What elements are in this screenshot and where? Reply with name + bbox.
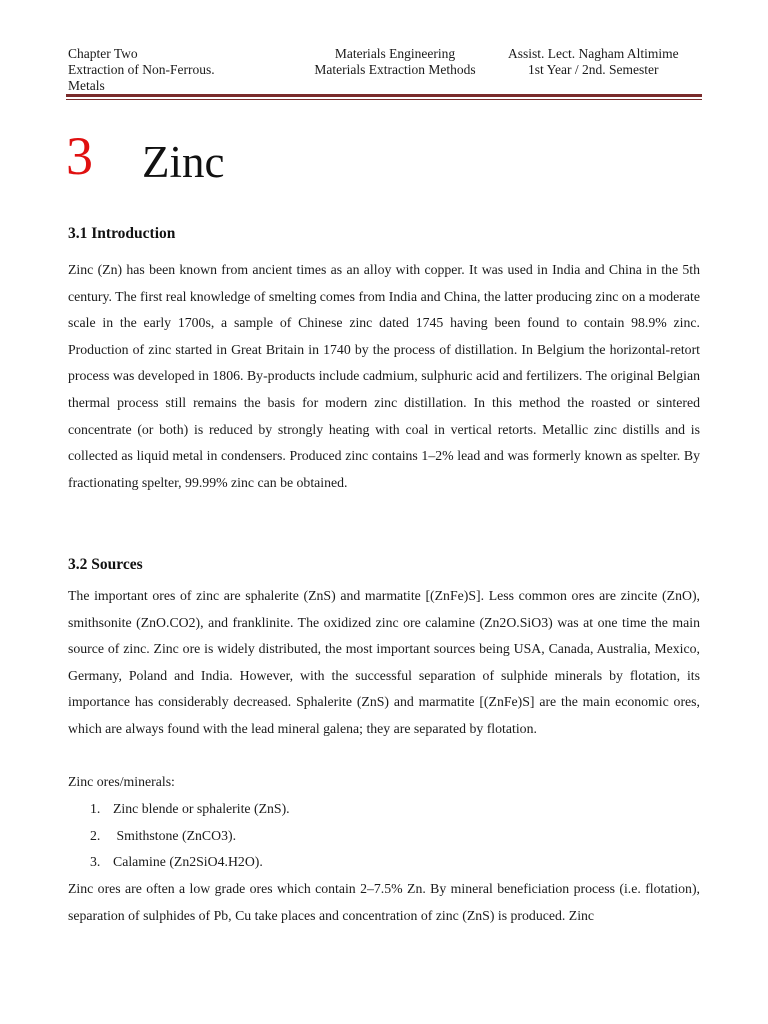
header-chapter-info: [68, 46, 215, 94]
list-item-number: 1.: [90, 801, 101, 816]
list-item-text: Smithstone (ZnCO3).: [113, 828, 237, 843]
introduction-paragraph: Zinc (Zn) has been known from ancient times as an alloy with copper. It was used in India and China in the 5th century. The first real knowledge of smelting comes from India and China, the latter producing zinc on a moderate scale in the early 1700s, a sample of Chinese zinc dated 1745 having been found to contain 98.9% zinc. Production of zinc started in Great Britain in 1740 by the process of distillation. In Belgium the horizontal-retort process was developed in 1806. By-products include cadmium, sulphuric acid and fertilizers. The original Belgian thermal process still remains the basis for modern zinc distillation. In this method the roasted or sintered concentrate (or both) is reduced by strongly heating with coal in vertical retorts. Metallic zinc distills and is collected as liquid metal in condensers. Produced zinc contains 1–2% lead and was formerly known as spelter. By fractionating spelter, 99.99% zinc can be obtained.: [68, 262, 700, 490]
header-author-info: [508, 46, 698, 78]
header-department: Materials Engineering: [334, 46, 456, 61]
chapter-number: 3: [66, 126, 93, 186]
header-author: Assist. Lect. Nagham Altimime: [508, 46, 679, 61]
section-heading-introduction: 3.1 Introduction: [68, 225, 176, 242]
section-heading-sources: 3.2 Sources: [68, 556, 143, 573]
header-rule-thin: [66, 99, 702, 100]
list-item-number: 2.: [90, 828, 101, 843]
sources-closing-paragraph: Zinc ores are often a low grade ores which contain 2–7.5% Zn. By mineral beneficiation process (i.e. flotation), separation of sulphides of Pb, Cu take places and concentration of zinc (ZnS) is produced. Zinc: [68, 881, 700, 923]
sources-paragraph: The important ores of zinc are sphalerite (ZnS) and marmatite [(ZnFe)S]. Less common ores are zincite (ZnO), smithsonite (ZnO.CO2), and franklinite. The oxidized zinc ore calamine (Zn2O.SiO3) was at one time the main source of zinc. Zinc ore is widely distributed, the most important sources being USA, Canada, Australia, Mexico, Germany, Poland and India. However, with the successful separation of sulphide minerals by flotation, its importance has considerably decreased. Sphalerite (ZnS) and marmatite [(ZnFe)S] are the main economic ores, which are always found with the lead mineral galena; they are separated by flotation.: [68, 588, 700, 736]
header-course-title: Materials Extraction Methods: [314, 62, 476, 77]
list-item-text: Zinc blende or sphalerite (ZnS).: [113, 801, 290, 816]
header-course-info: [300, 46, 490, 78]
ores-list-label: Zinc ores/minerals:: [68, 774, 175, 789]
list-item-text: Calamine (Zn2SiO4.H2O).: [113, 854, 263, 869]
chapter-title: Zinc: [142, 137, 225, 187]
header-chapter-subject-cont: Metals: [68, 78, 105, 93]
header-chapter-label: Chapter Two: [68, 46, 138, 61]
header-chapter-subject: Extraction of Non-Ferrous.: [68, 62, 215, 77]
header-rule-thick: [66, 94, 702, 97]
header-semester: 1st Year / 2nd. Semester: [528, 62, 659, 77]
list-item-number: 3.: [90, 854, 101, 869]
